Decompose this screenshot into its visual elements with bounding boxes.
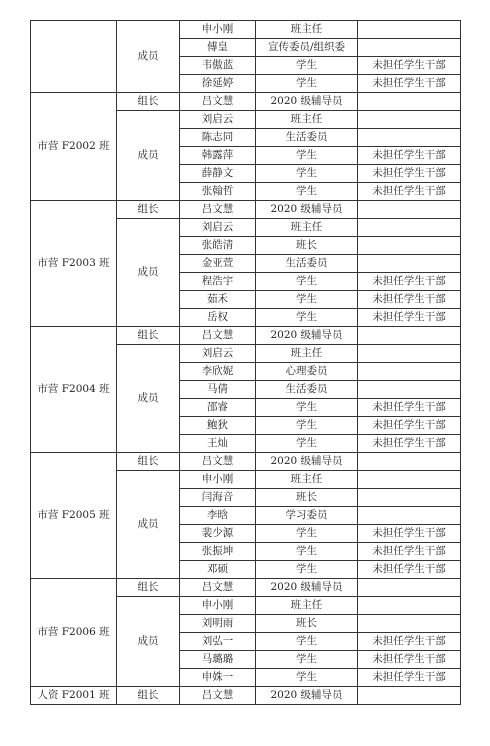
person-note-cell xyxy=(358,381,461,399)
person-note-cell: 未担任学生干部 xyxy=(358,291,461,309)
person-role-cell: 2020 级辅导员 xyxy=(256,687,358,705)
person-name-cell: 李欣妮 xyxy=(180,363,256,381)
person-role-cell: 学生 xyxy=(256,183,358,201)
group-label-cell: 成员 xyxy=(117,111,180,201)
class-name-cell: 市营 F2002 班 xyxy=(31,93,117,201)
person-name-cell: 邓硕 xyxy=(180,561,256,579)
person-note-cell xyxy=(358,93,461,111)
person-role-cell: 宣传委员/组织委 xyxy=(256,39,358,57)
person-note-cell xyxy=(358,453,461,471)
person-role-cell: 2020 级辅导员 xyxy=(256,201,358,219)
person-role-cell: 学生 xyxy=(256,633,358,651)
person-note-cell xyxy=(358,615,461,633)
person-name-cell: 王灿 xyxy=(180,435,256,453)
person-role-cell: 生活委员 xyxy=(256,381,358,399)
person-name-cell: 韦傲蓝 xyxy=(180,57,256,75)
person-name-cell: 刘明雨 xyxy=(180,615,256,633)
class-name-cell: 市营 F2006 班 xyxy=(31,579,117,687)
person-note-cell xyxy=(358,597,461,615)
person-note-cell xyxy=(358,471,461,489)
group-label-cell: 成员 xyxy=(117,21,180,93)
table-row xyxy=(31,327,461,345)
group-label-cell: 组长 xyxy=(117,453,180,471)
person-role-cell: 学生 xyxy=(256,417,358,435)
person-note-cell: 未担任学生干部 xyxy=(358,57,461,75)
group-label-cell: 组长 xyxy=(117,687,180,705)
person-role-cell: 2020 级辅导员 xyxy=(256,579,358,597)
person-name-cell: 张翰哲 xyxy=(180,183,256,201)
person-note-cell xyxy=(358,21,461,39)
person-role-cell: 学生 xyxy=(256,273,358,291)
person-name-cell: 陈志同 xyxy=(180,129,256,147)
person-name-cell: 茹禾 xyxy=(180,291,256,309)
person-note-cell xyxy=(358,255,461,273)
person-note-cell: 未担任学生干部 xyxy=(358,417,461,435)
table-row xyxy=(31,453,461,471)
person-name-cell: 傅皇 xyxy=(180,39,256,57)
person-name-cell: 薛静文 xyxy=(180,165,256,183)
person-name-cell: 李晗 xyxy=(180,507,256,525)
person-name-cell: 金亚萱 xyxy=(180,255,256,273)
person-role-cell: 班主任 xyxy=(256,111,358,129)
person-note-cell: 未担任学生干部 xyxy=(358,183,461,201)
person-name-cell: 程浩宇 xyxy=(180,273,256,291)
group-label-cell: 成员 xyxy=(117,219,180,327)
table-row xyxy=(31,579,461,597)
person-role-cell: 2020 级辅导员 xyxy=(256,93,358,111)
group-label-cell: 组长 xyxy=(117,579,180,597)
person-role-cell: 学生 xyxy=(256,57,358,75)
person-name-cell: 裴少源 xyxy=(180,525,256,543)
person-name-cell: 邵睿 xyxy=(180,399,256,417)
table-row xyxy=(31,93,461,111)
person-role-cell: 班主任 xyxy=(256,345,358,363)
person-note-cell xyxy=(358,489,461,507)
group-label-cell: 组长 xyxy=(117,327,180,345)
person-role-cell: 学生 xyxy=(256,291,358,309)
person-note-cell: 未担任学生干部 xyxy=(358,525,461,543)
person-role-cell: 班长 xyxy=(256,615,358,633)
class-name-cell xyxy=(31,21,117,93)
group-label-cell: 成员 xyxy=(117,597,180,687)
person-note-cell: 未担任学生干部 xyxy=(358,147,461,165)
person-name-cell: 刘启云 xyxy=(180,345,256,363)
group-label-cell: 成员 xyxy=(117,345,180,453)
person-name-cell: 刘弘一 xyxy=(180,633,256,651)
class-name-cell: 市营 F2005 班 xyxy=(31,453,117,579)
person-role-cell: 班长 xyxy=(256,489,358,507)
class-name-cell: 市营 F2004 班 xyxy=(31,327,117,453)
person-role-cell: 学生 xyxy=(256,525,358,543)
person-name-cell: 岳权 xyxy=(180,309,256,327)
person-name-cell: 闫海音 xyxy=(180,489,256,507)
person-role-cell: 学生 xyxy=(256,147,358,165)
person-name-cell: 马璐璐 xyxy=(180,651,256,669)
person-note-cell: 未担任学生干部 xyxy=(358,309,461,327)
person-name-cell: 徐延婷 xyxy=(180,75,256,93)
person-note-cell: 未担任学生干部 xyxy=(358,561,461,579)
person-name-cell: 吕文慧 xyxy=(180,687,256,705)
table-row xyxy=(31,21,461,39)
person-name-cell: 马倩 xyxy=(180,381,256,399)
person-note-cell: 未担任学生干部 xyxy=(358,165,461,183)
table-row xyxy=(31,687,461,705)
person-role-cell: 生活委员 xyxy=(256,255,358,273)
person-name-cell: 申小刚 xyxy=(180,597,256,615)
person-role-cell: 心理委员 xyxy=(256,363,358,381)
class-name-cell: 人资 F2001 班 xyxy=(31,687,117,705)
person-note-cell xyxy=(358,111,461,129)
person-note-cell: 未担任学生干部 xyxy=(358,669,461,687)
person-name-cell: 张振坤 xyxy=(180,543,256,561)
person-note-cell: 未担任学生干部 xyxy=(358,273,461,291)
group-label-cell: 成员 xyxy=(117,471,180,579)
person-role-cell: 班主任 xyxy=(256,219,358,237)
person-role-cell: 班长 xyxy=(256,237,358,255)
person-name-cell: 韩露萍 xyxy=(180,147,256,165)
person-role-cell: 学生 xyxy=(256,561,358,579)
person-name-cell: 申小刚 xyxy=(180,471,256,489)
person-note-cell: 未担任学生干部 xyxy=(358,75,461,93)
person-role-cell: 班主任 xyxy=(256,471,358,489)
person-role-cell: 学生 xyxy=(256,165,358,183)
group-label-cell: 组长 xyxy=(117,93,180,111)
person-role-cell: 学生 xyxy=(256,435,358,453)
person-note-cell: 未担任学生干部 xyxy=(358,399,461,417)
person-note-cell xyxy=(358,327,461,345)
person-note-cell xyxy=(358,201,461,219)
person-role-cell: 学生 xyxy=(256,399,358,417)
person-name-cell: 申小刚 xyxy=(180,21,256,39)
person-name-cell: 吕文慧 xyxy=(180,201,256,219)
person-note-cell xyxy=(358,507,461,525)
person-note-cell xyxy=(358,219,461,237)
person-note-cell xyxy=(358,363,461,381)
person-name-cell: 吕文慧 xyxy=(180,453,256,471)
class-roster-table xyxy=(30,20,461,705)
person-note-cell xyxy=(358,687,461,705)
class-name-cell: 市营 F2003 班 xyxy=(31,201,117,327)
group-label-cell: 组长 xyxy=(117,201,180,219)
person-name-cell: 刘启云 xyxy=(180,111,256,129)
person-role-cell: 学生 xyxy=(256,669,358,687)
person-role-cell: 2020 级辅导员 xyxy=(256,327,358,345)
person-role-cell: 班主任 xyxy=(256,597,358,615)
person-role-cell: 学生 xyxy=(256,543,358,561)
table-row xyxy=(31,201,461,219)
person-note-cell: 未担任学生干部 xyxy=(358,651,461,669)
person-note-cell: 未担任学生干部 xyxy=(358,543,461,561)
person-name-cell: 张皓清 xyxy=(180,237,256,255)
person-name-cell: 吕文慧 xyxy=(180,579,256,597)
person-note-cell: 未担任学生干部 xyxy=(358,435,461,453)
person-role-cell: 班主任 xyxy=(256,21,358,39)
person-name-cell: 鲍狄 xyxy=(180,417,256,435)
person-note-cell xyxy=(358,345,461,363)
person-name-cell: 刘启云 xyxy=(180,219,256,237)
person-name-cell: 吕文慧 xyxy=(180,93,256,111)
person-role-cell: 2020 级辅导员 xyxy=(256,453,358,471)
person-role-cell: 学生 xyxy=(256,309,358,327)
person-role-cell: 生活委员 xyxy=(256,129,358,147)
person-note-cell xyxy=(358,237,461,255)
person-note-cell xyxy=(358,39,461,57)
person-role-cell: 学生 xyxy=(256,651,358,669)
person-note-cell xyxy=(358,579,461,597)
person-role-cell: 学习委员 xyxy=(256,507,358,525)
person-note-cell xyxy=(358,129,461,147)
person-name-cell: 申姝一 xyxy=(180,669,256,687)
roster-body xyxy=(31,21,461,705)
person-name-cell: 吕文慧 xyxy=(180,327,256,345)
person-role-cell: 学生 xyxy=(256,75,358,93)
person-note-cell: 未担任学生干部 xyxy=(358,633,461,651)
